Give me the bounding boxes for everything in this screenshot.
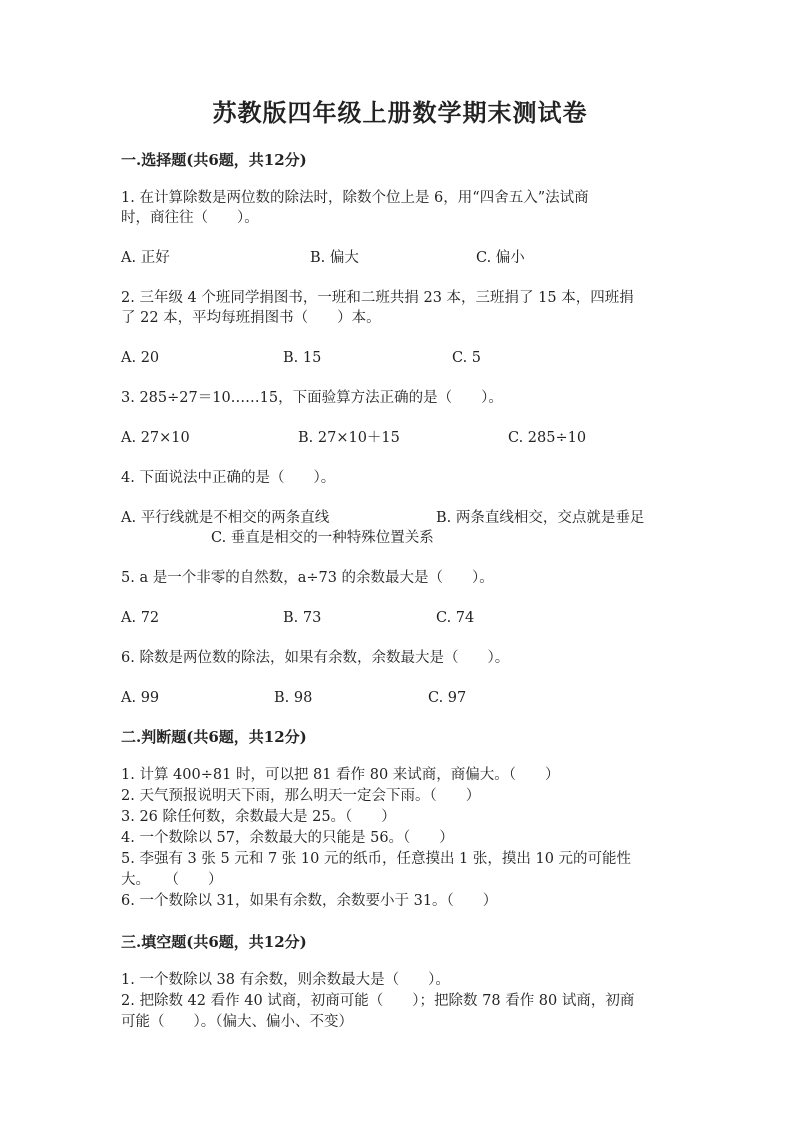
option-a: A. 平行线就是不相交的两条直线 bbox=[121, 510, 330, 526]
section-heading-fill-blank: 三.填空题(共6题，共12分) bbox=[121, 933, 307, 951]
option-c: C. 偏小 bbox=[476, 250, 525, 266]
option-a: A. 27×10 bbox=[121, 430, 190, 446]
fill-blank-line: 可能（ ）。（偏大、偏小、不变） bbox=[121, 1014, 353, 1030]
option-b: B. 15 bbox=[283, 350, 322, 366]
judgement-line: 大。 （ ） bbox=[121, 872, 223, 888]
option-b: B. 偏大 bbox=[310, 250, 359, 266]
exam-title: 苏教版四年级上册数学期末测试卷 bbox=[212, 98, 588, 127]
question-text: 时，商往往（ ）。 bbox=[121, 210, 259, 226]
option-c: C. 74 bbox=[436, 610, 475, 626]
question-text: 4. 下面说法中正确的是（ ）。 bbox=[121, 470, 336, 486]
option-c: C. 5 bbox=[452, 350, 482, 366]
judgement-line: 5. 李强有 3 张 5 元和 7 张 10 元的纸币，任意摸出 1 张，摸出 10 元的可能性 bbox=[121, 851, 632, 867]
section-heading-judgement: 二.判断题(共6题，共12分) bbox=[121, 728, 307, 746]
question-text: 3. 285÷27＝10……15，下面验算方法正确的是（ ）。 bbox=[121, 390, 503, 406]
fill-blank-line: 1. 一个数除以 38 有余数，则余数最大是（ ）。 bbox=[121, 972, 450, 988]
option-a: A. 72 bbox=[121, 610, 160, 626]
option-b: B. 73 bbox=[283, 610, 322, 626]
option-a: A. 99 bbox=[121, 690, 160, 706]
question-text: 6. 除数是两位数的除法，如果有余数，余数最大是（ ）。 bbox=[121, 650, 510, 666]
option-b: B. 两条直线相交，交点就是垂足 bbox=[436, 510, 645, 526]
judgement-line: 6. 一个数除以 31，如果有余数，余数要小于 31。（ ） bbox=[121, 893, 498, 909]
question-text: 了 22 本，平均每班捐图书（ ）本。 bbox=[121, 310, 381, 326]
judgement-line: 1. 计算 400÷81 时，可以把 81 看作 80 来试商，商偏大。（ ） bbox=[121, 767, 560, 783]
judgement-line: 2. 天气预报说明天下雨，那么明天一定会下雨。（ ） bbox=[121, 788, 481, 804]
option-b: B. 27×10＋15 bbox=[298, 430, 400, 446]
fill-blank-line: 2. 把除数 42 看作 40 试商，初商可能（ ）；把除数 78 看作 80 试商，初商 bbox=[121, 993, 635, 1009]
option-c: C. 97 bbox=[428, 690, 467, 706]
option-a: A. 正好 bbox=[121, 250, 170, 266]
question-text: 5. a 是一个非零的自然数，a÷73 的余数最大是（ ）。 bbox=[121, 570, 494, 586]
option-c: C. 285÷10 bbox=[508, 430, 587, 446]
option-a: A. 20 bbox=[121, 350, 160, 366]
question-text: 2. 三年级 4 个班同学捐图书，一班和二班共捐 23 本，三班捐了 15 本，四班捐 bbox=[121, 290, 634, 306]
section-heading-choice: 一.选择题(共6题，共12分) bbox=[121, 151, 307, 169]
option-c: C. 垂直是相交的一种特殊位置关系 bbox=[211, 530, 434, 546]
judgement-line: 4. 一个数除以 57，余数最大的只能是 56。（ ） bbox=[121, 830, 454, 846]
judgement-line: 3. 26 除任何数，余数最大是 25。（ ） bbox=[121, 809, 396, 825]
option-b: B. 98 bbox=[274, 690, 313, 706]
question-text: 1. 在计算除数是两位数的除法时，除数个位上是 6，用“四舍五入”法试商 bbox=[121, 190, 589, 206]
